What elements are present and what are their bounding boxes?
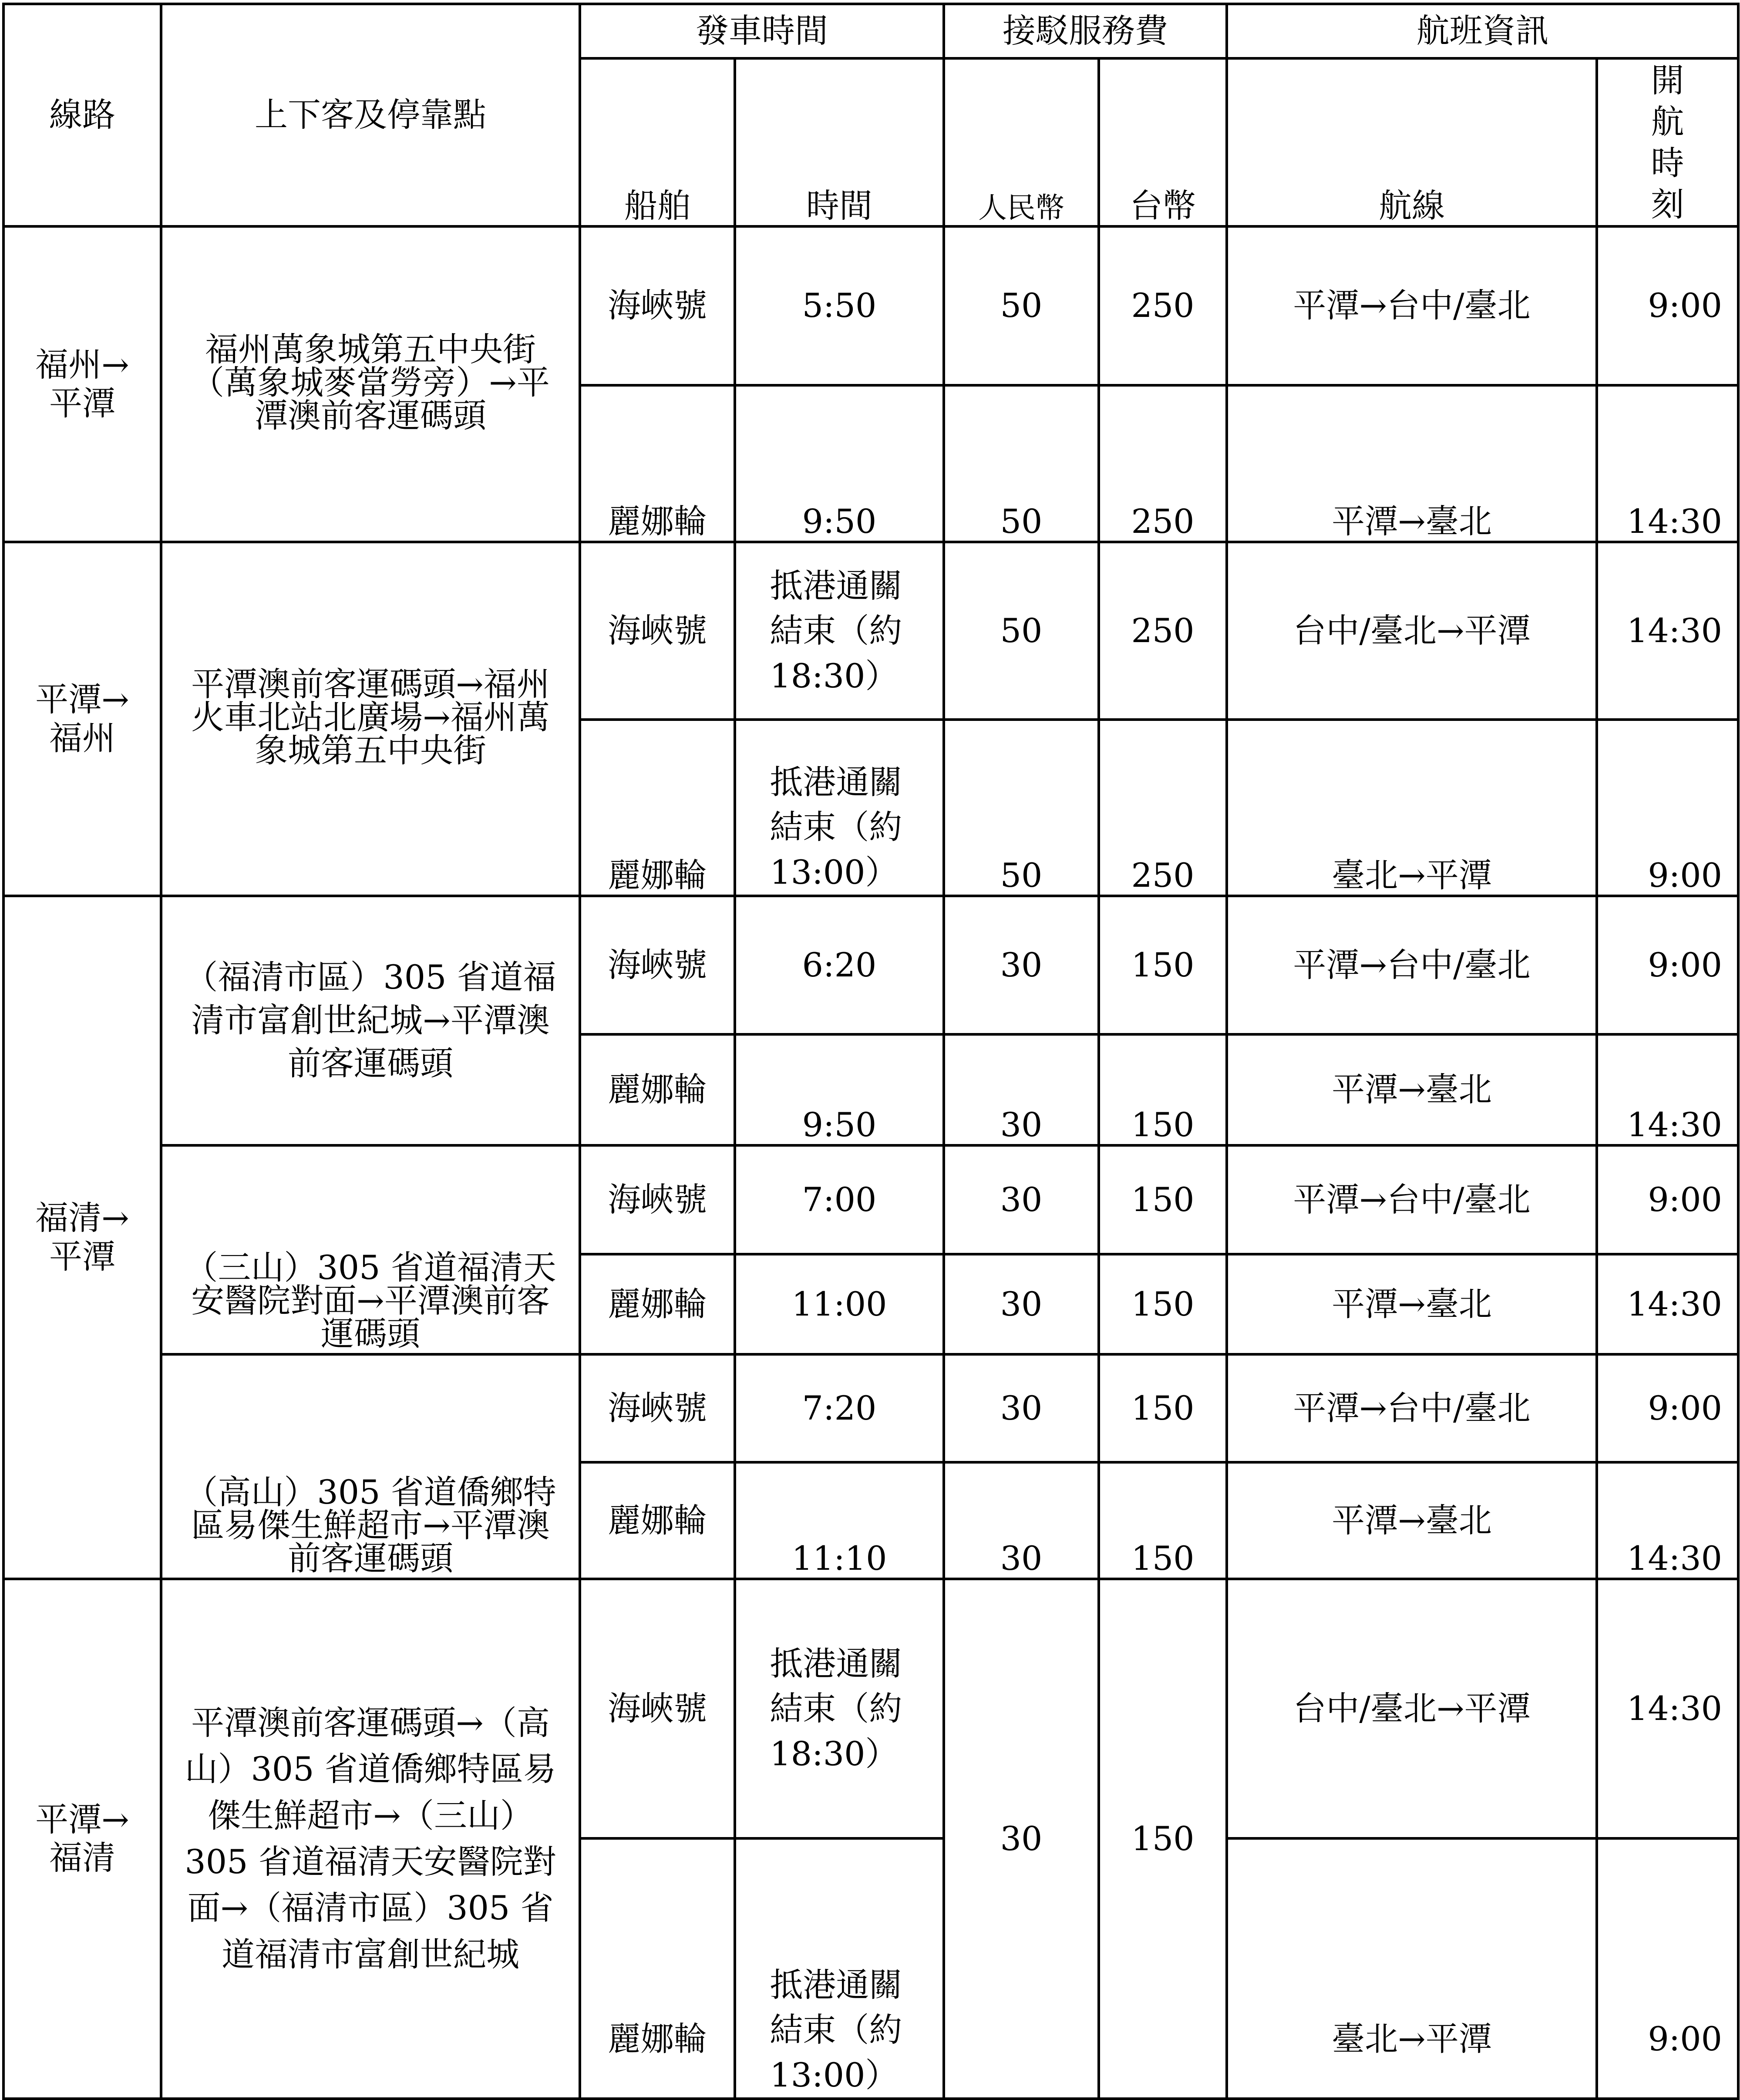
sail-cell: 9:00 — [1597, 720, 1738, 896]
table-row — [3, 1145, 1738, 1254]
stops-text: （三山）305 省道福清天安醫院對面→平潭澳前客運碼頭 — [185, 1248, 556, 1353]
header-time: 時間 — [735, 58, 944, 226]
ship-cell: 麗娜輪 — [580, 720, 735, 896]
rmb-cell: 30 — [944, 1254, 1099, 1354]
twd-cell: 250 — [1099, 542, 1227, 720]
voyage-cell: 台中/臺北→平潭 — [1227, 542, 1597, 720]
sail-cell: 9:00 — [1597, 1838, 1738, 2099]
shuttle-schedule-table — [2, 3, 1740, 2100]
route-cell — [3, 896, 161, 1579]
stops-cell — [161, 1145, 580, 1354]
time-cell: 6:20 — [735, 896, 944, 1034]
route-cell — [3, 226, 161, 542]
time-text: 抵港通關結束（約13:00） — [770, 1965, 902, 2094]
voyage-cell: 臺北→平潭 — [1227, 1838, 1597, 2099]
header-row-1 — [3, 4, 1738, 58]
table-row — [3, 1354, 1738, 1462]
voyage-cell: 平潭→臺北 — [1227, 1254, 1597, 1354]
header-sail-time — [1597, 58, 1738, 226]
ship-cell: 海峽號 — [580, 1354, 735, 1462]
header-voyage-route: 航線 — [1227, 58, 1597, 226]
time-cell: 11:10 — [735, 1462, 944, 1579]
voyage-cell: 平潭→臺北 — [1227, 1034, 1597, 1145]
sail-cell: 14:30 — [1597, 1462, 1738, 1579]
twd-cell: 250 — [1099, 720, 1227, 896]
header-stops: 上下客及停靠點 — [161, 4, 580, 226]
rmb-cell: 30 — [944, 1034, 1099, 1145]
ship-cell: 海峽號 — [580, 226, 735, 385]
table-row — [3, 1579, 1738, 1838]
rmb-cell: 30 — [944, 1579, 1099, 2099]
sail-cell: 9:00 — [1597, 1354, 1738, 1462]
rmb-cell: 50 — [944, 385, 1099, 542]
route-text: 平潭→福清 — [35, 1800, 129, 1877]
voyage-cell: 平潭→台中/臺北 — [1227, 226, 1597, 385]
sail-cell: 14:30 — [1597, 1254, 1738, 1354]
twd-cell: 150 — [1099, 1145, 1227, 1254]
sail-cell: 9:00 — [1597, 1145, 1738, 1254]
time-cell: 9:50 — [735, 385, 944, 542]
twd-cell: 250 — [1099, 226, 1227, 385]
header-ship: 船舶 — [580, 58, 735, 226]
voyage-cell: 台中/臺北→平潭 — [1227, 1579, 1597, 1838]
rmb-cell: 50 — [944, 226, 1099, 385]
twd-cell: 150 — [1099, 896, 1227, 1034]
rmb-cell: 30 — [944, 896, 1099, 1034]
time-cell — [735, 1579, 944, 1838]
sail-cell: 14:30 — [1597, 542, 1738, 720]
voyage-cell: 平潭→台中/臺北 — [1227, 896, 1597, 1034]
stops-text: 平潭澳前客運碼頭→福州火車北站北廣場→福州萬象城第五中央街 — [191, 665, 550, 770]
header-fee-group: 接駁服務費 — [944, 4, 1227, 58]
time-cell — [735, 720, 944, 896]
route-cell — [3, 542, 161, 896]
stops-text: 平潭澳前客運碼頭→（高山）305 省道僑鄉特區易傑生鮮超市→（三山）305 省道福清天安醫院對面→（福清市區）305 省道福清市富創世紀城 — [185, 1703, 556, 1974]
header-route: 線路 — [3, 4, 161, 226]
time-text: 抵港通關結束（約18:30） — [770, 566, 902, 695]
time-cell: 7:00 — [735, 1145, 944, 1254]
stops-cell — [161, 896, 580, 1145]
header-flight-group: 航班資訊 — [1227, 4, 1738, 58]
rmb-cell: 30 — [944, 1462, 1099, 1579]
ship-cell: 麗娜輪 — [580, 1462, 735, 1579]
rmb-cell: 50 — [944, 720, 1099, 896]
time-text: 抵港通關結束（約18:30） — [770, 1644, 902, 1773]
stops-cell — [161, 1354, 580, 1579]
stops-cell — [161, 226, 580, 542]
ship-cell: 麗娜輪 — [580, 1034, 735, 1145]
ship-cell: 麗娜輪 — [580, 1838, 735, 2099]
rmb-cell: 30 — [944, 1354, 1099, 1462]
stops-cell — [161, 1579, 580, 2099]
twd-cell: 150 — [1099, 1354, 1227, 1462]
ship-cell: 麗娜輪 — [580, 385, 735, 542]
voyage-cell: 平潭→臺北 — [1227, 385, 1597, 542]
voyage-cell: 臺北→平潭 — [1227, 720, 1597, 896]
stops-cell — [161, 542, 580, 896]
route-cell — [3, 1579, 161, 2099]
stops-text: 福州萬象城第五中央街（萬象城麥當勞旁）→平潭澳前客運碼頭 — [191, 330, 550, 435]
voyage-cell: 平潭→臺北 — [1227, 1462, 1597, 1579]
ship-cell: 海峽號 — [580, 1145, 735, 1254]
header-sail-time-text: 開航時刻 — [1651, 61, 1684, 224]
route-text: 福清→平潭 — [35, 1198, 129, 1276]
twd-cell: 150 — [1099, 1462, 1227, 1579]
table-row — [3, 542, 1738, 720]
ship-cell: 麗娜輪 — [580, 1254, 735, 1354]
twd-cell: 150 — [1099, 1579, 1227, 2099]
route-text: 平潭→福州 — [35, 680, 129, 757]
ship-cell: 海峽號 — [580, 542, 735, 720]
sail-cell: 14:30 — [1597, 1579, 1738, 1838]
time-text: 抵港通關結束（約13:00） — [770, 762, 902, 892]
time-cell: 9:50 — [735, 1034, 944, 1145]
sail-cell: 14:30 — [1597, 1034, 1738, 1145]
ship-cell: 海峽號 — [580, 1579, 735, 1838]
sail-cell: 9:00 — [1597, 226, 1738, 385]
header-departure-group: 發車時間 — [580, 4, 944, 58]
header-twd: 台幣 — [1099, 58, 1227, 226]
time-cell — [735, 1838, 944, 2099]
rmb-cell: 50 — [944, 542, 1099, 720]
time-cell: 5:50 — [735, 226, 944, 385]
time-cell: 11:00 — [735, 1254, 944, 1354]
rmb-cell: 30 — [944, 1145, 1099, 1254]
table-row — [3, 226, 1738, 385]
ship-cell: 海峽號 — [580, 896, 735, 1034]
twd-cell: 150 — [1099, 1254, 1227, 1354]
table-row — [3, 896, 1738, 1034]
twd-cell: 250 — [1099, 385, 1227, 542]
route-text: 福州→平潭 — [35, 345, 129, 423]
stops-text: （高山）305 省道僑鄉特區易傑生鮮超市→平潭澳前客運碼頭 — [185, 1472, 556, 1578]
sail-cell: 14:30 — [1597, 385, 1738, 542]
header-rmb: 人民幣 — [944, 58, 1099, 226]
voyage-cell: 平潭→台中/臺北 — [1227, 1145, 1597, 1254]
stops-text: （福清市區）305 省道福清市富創世紀城→平潭澳前客運碼頭 — [185, 958, 556, 1083]
voyage-cell: 平潭→台中/臺北 — [1227, 1354, 1597, 1462]
twd-cell: 150 — [1099, 1034, 1227, 1145]
time-cell: 7:20 — [735, 1354, 944, 1462]
time-cell — [735, 542, 944, 720]
sail-cell: 9:00 — [1597, 896, 1738, 1034]
